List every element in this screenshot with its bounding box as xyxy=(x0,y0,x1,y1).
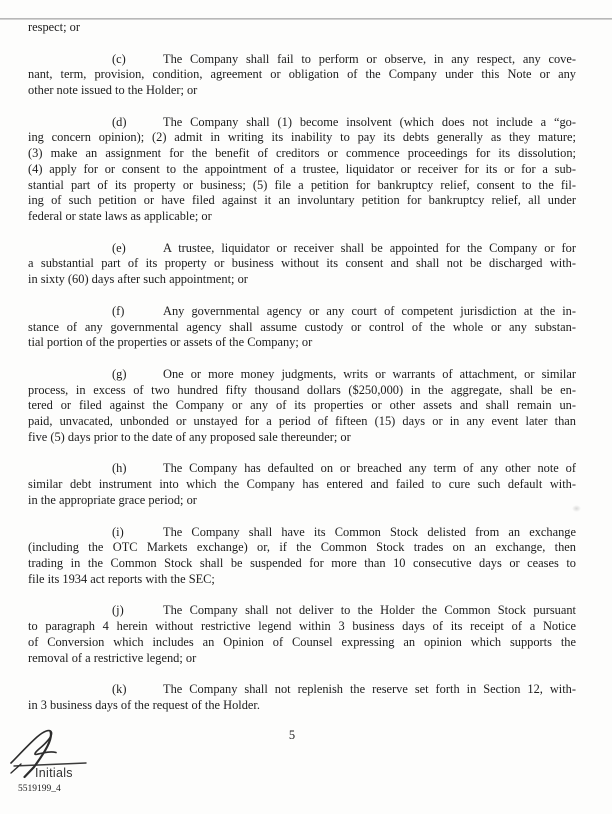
text-line: ing of such petition or have filed against it an involuntary petition for bankruptcy relief, all under xyxy=(28,193,576,208)
text-line: (j) The Company shall not deliver to the Holder the Common Stock pursuant xyxy=(112,603,576,618)
paragraph-e xyxy=(28,241,576,288)
text-line: tial portion of the properties or assets of the Company; or xyxy=(28,335,313,350)
paragraph-label: (g) xyxy=(112,366,127,381)
paragraph-label: (d) xyxy=(112,114,127,129)
text-line: other note issued to the Holder; or xyxy=(28,83,198,98)
text-line: in the appropriate grace period; or xyxy=(28,492,197,507)
paragraph-k xyxy=(28,682,576,714)
paragraph-c xyxy=(28,52,576,99)
page-number: 5 xyxy=(288,728,296,742)
text-line: removal of a restrictive legend; or xyxy=(28,650,197,665)
text-line: (g) One or more money judgments, writs or warrants of attachment, or similar xyxy=(112,366,576,381)
paragraph-label: (j) xyxy=(112,603,124,618)
paragraph-label: (i) xyxy=(112,524,124,539)
paragraph-label: (e) xyxy=(112,240,126,255)
text-line: (f) Any governmental agency or any court of competent jurisdiction at the in- xyxy=(112,303,576,318)
text-line: (h) The Company has defaulted on or breached any term of any other note of xyxy=(112,461,576,476)
text-line: tered or filed against the Company or any of its properties or other assets and shall remain un- xyxy=(28,398,576,413)
text-line: (i) The Company shall have its Common Stock delisted from an exchange xyxy=(112,524,576,539)
initials-caption: Initials xyxy=(35,766,73,780)
paragraph-f xyxy=(28,304,576,351)
paragraph-g xyxy=(28,367,576,446)
text-line: stance of any governmental agency shall assume custody or control of the whole or any substan- xyxy=(28,319,576,334)
paragraph-j xyxy=(28,603,576,666)
text-line: in 3 business days of the request of the Holder. xyxy=(28,697,260,712)
text-line: in sixty (60) days after such appointment; or xyxy=(28,272,248,287)
text-line: (k) The Company shall not replenish the reserve set forth in Section 12, with- xyxy=(112,682,576,697)
text-line: (4) apply for or consent to the appointment of a trustee, liquidator or receiver for its or for a sub- xyxy=(28,161,576,176)
text-line: (including the OTC Markets exchange) or, if the Common Stock trades on an exchange, then xyxy=(28,540,576,555)
text-line: (d) The Company shall (1) become insolvent (which does not include a “go- xyxy=(112,114,576,129)
text-line: (e) A trustee, liquidator or receiver shall be appointed for the Company or for xyxy=(112,240,576,255)
text-line: to paragraph 4 herein without restrictive legend within 3 business days of its receipt of a Notice xyxy=(28,619,576,634)
paragraph-i xyxy=(28,525,576,588)
document-control-number: 5519199_4 xyxy=(18,784,61,794)
continuation-line: respect; or xyxy=(28,20,80,34)
text-line: (c) The Company shall fail to perform or observe, in any respect, any cove- xyxy=(112,51,576,66)
text-line: a substantial part of its property or business without its consent and shall not be discharged with- xyxy=(28,256,576,271)
paragraph-label: (c) xyxy=(112,51,126,66)
text-line: stantial part of its property or business; (5) file a petition for bankruptcy relief, consent to the fil- xyxy=(28,177,576,192)
paragraph-label: (f) xyxy=(112,303,125,318)
paragraph-d xyxy=(28,115,576,225)
text-line: federal or state laws as applicable; or xyxy=(28,209,212,224)
text-line: five (5) days prior to the date of any proposed sale thereunder; or xyxy=(28,429,351,444)
paragraph-h xyxy=(28,461,576,508)
document-text xyxy=(28,20,576,714)
text-line: paid, unvacated, unbonded or unstayed for a period of fifteen (15) days or in any event later than xyxy=(28,414,576,429)
text-line: of Conversion which includes an Opinion of Counsel expressing an opinion which supports the xyxy=(28,634,576,649)
text-line: file its 1934 act reports with the SEC; xyxy=(28,571,215,586)
text-line: nant, term, provision, condition, agreement or obligation of the Company under this Note or any xyxy=(28,67,576,82)
text-line: trading in the Common Stock shall be suspended for more than 10 consecutive days or ceases to xyxy=(28,556,576,571)
paragraph-label: (k) xyxy=(112,682,127,697)
paragraph-label: (h) xyxy=(112,461,127,476)
text-line: (3) make an assignment for the benefit of creditors or commence proceedings for its dissolution; xyxy=(28,146,576,161)
text-line: ing concern opinion); (2) admit in writing its inability to pay its debts generally as they mature; xyxy=(28,130,576,145)
scan-smudge-artifact xyxy=(572,505,581,512)
text-line: process, in excess of two hundred fifty thousand dollars ($250,000) in the aggregate, shall be en- xyxy=(28,382,576,397)
text-line: similar debt instrument into which the Company has entered and failed to cure such default with- xyxy=(28,477,576,492)
